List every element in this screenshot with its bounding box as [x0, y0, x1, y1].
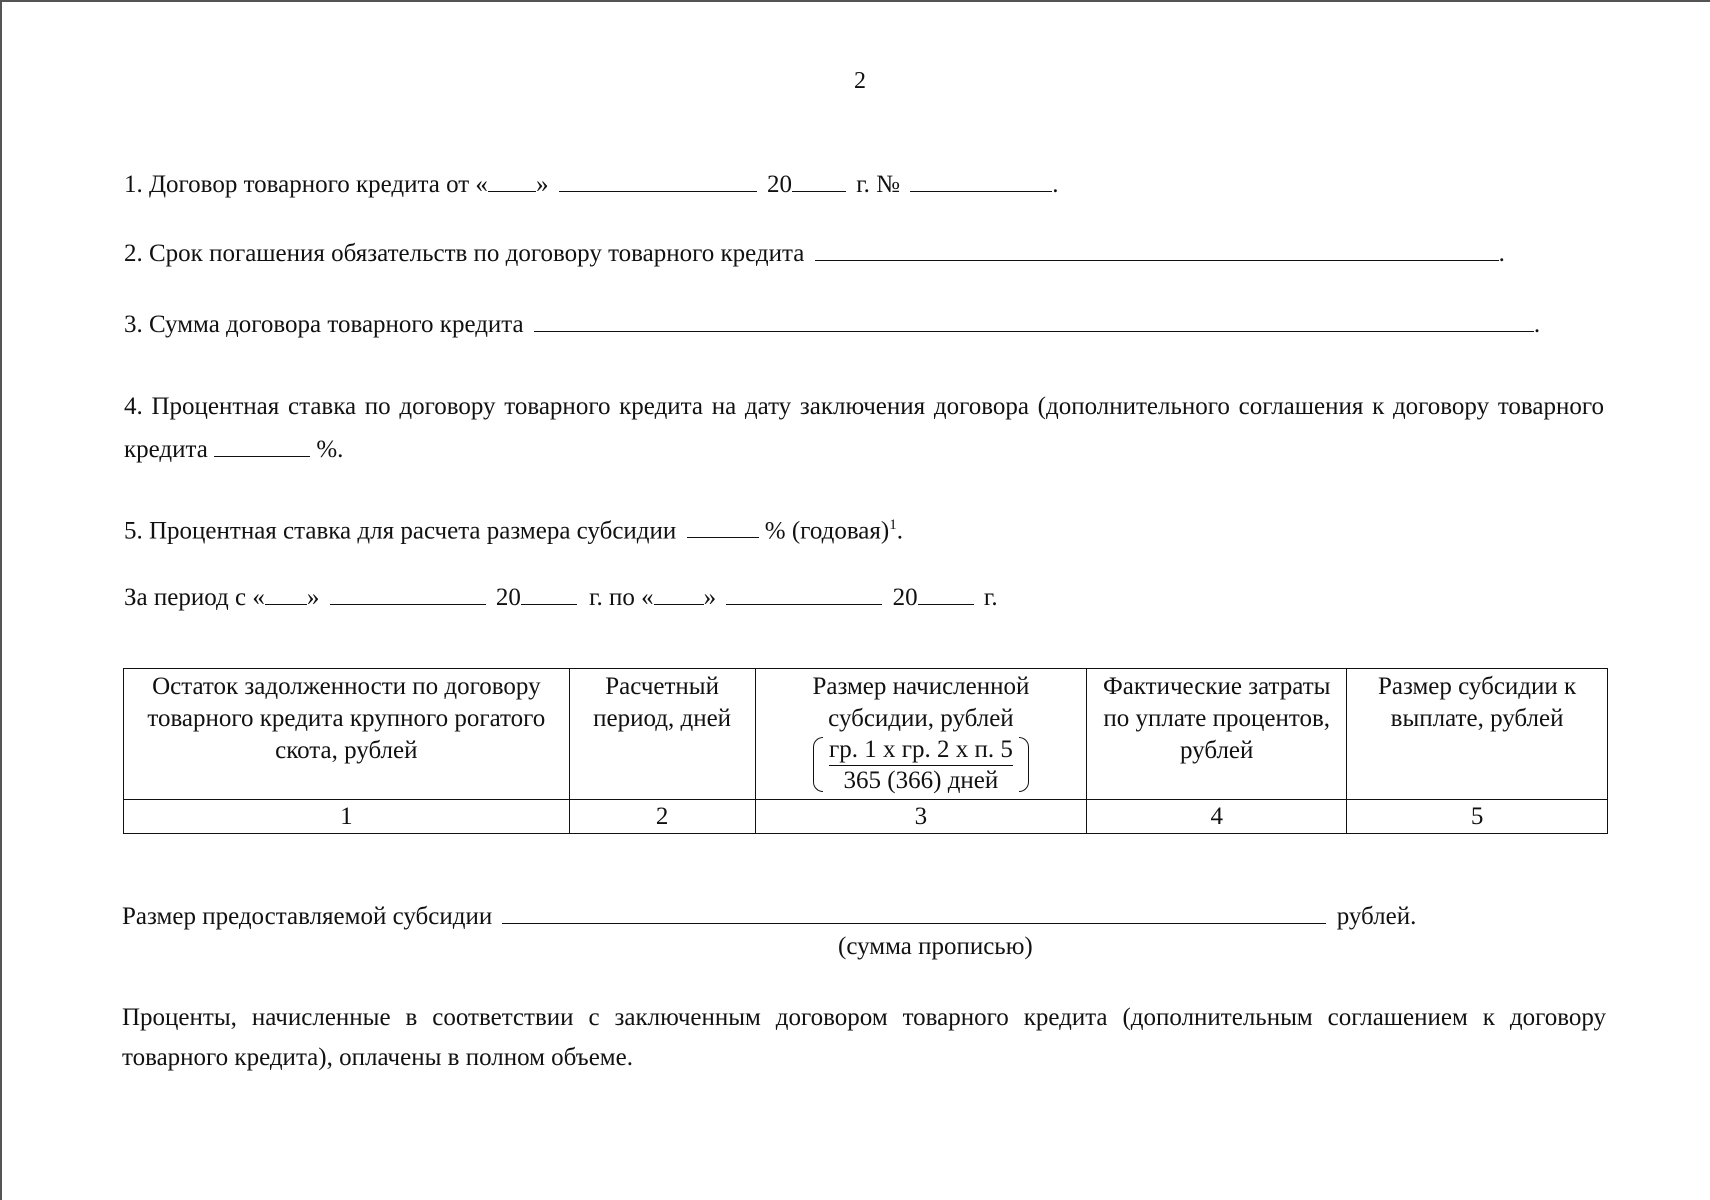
contract-amount-blank[interactable] — [534, 309, 1534, 332]
column-number: 2 — [569, 800, 755, 834]
page-number: 2 — [854, 68, 866, 94]
header-actual-costs: Фактические затраты по уплате процентов, рублей — [1087, 669, 1347, 800]
header-period-days: Расчетный период, дней — [569, 669, 755, 800]
to-day-blank[interactable] — [654, 582, 704, 605]
from-year-blank[interactable] — [521, 582, 577, 605]
month-blank[interactable] — [559, 169, 757, 192]
column-number: 3 — [755, 800, 1087, 834]
subsidy-amount-line: Размер предоставляемой субсидии рублей. — [122, 903, 1417, 930]
column-number: 4 — [1087, 800, 1347, 834]
from-month-blank[interactable] — [330, 582, 486, 605]
subsidy-formula — [811, 735, 1031, 796]
closing-statement: Проценты, начисленные в соответствии с заключенным договором товарного кредита (дополнительным соглашением к договору товарного кредита), оплачены в полном объеме. — [122, 1004, 1606, 1071]
item-1-contract-date: 1. Договор товарного кредита от « » 20 г. № . — [124, 171, 1059, 198]
formula-left-brace — [813, 737, 823, 792]
column-number: 1 — [124, 800, 570, 834]
subsidy-amount-blank[interactable] — [502, 901, 1326, 924]
from-day-blank[interactable] — [265, 582, 307, 605]
table-row — [124, 800, 1608, 834]
amount-in-words-note: (сумма прописью) — [838, 933, 1033, 960]
subsidy-rate-blank[interactable] — [687, 515, 759, 538]
contract-number-blank[interactable] — [910, 169, 1052, 192]
header-debt-balance: Остаток задолженности по договору товарного кредита крупного рогатого скота, рублей — [124, 669, 570, 800]
year-blank[interactable] — [792, 169, 846, 192]
item-5-subsidy-rate: 5. Процентная ставка для расчета размера субсидии % (годовая)$^1$. — [124, 517, 903, 545]
period-line: За период с « » 20 г. по « » 20 г. — [124, 584, 998, 611]
interest-rate-blank[interactable] — [214, 434, 310, 457]
formula-denominator: 365 (366) дней — [843, 767, 999, 794]
page-frame-left — [0, 0, 2, 1200]
item-4-interest-rate: 4. Процентная ставка по договору товарного кредита на дату заключения договора (дополнительного соглашения к договору товарного кредита %. — [124, 393, 1604, 463]
subsidy-table — [123, 668, 1608, 834]
column-number: 5 — [1347, 800, 1608, 834]
item-3-contract-amount: 3. Сумма договора товарного кредита . — [124, 311, 1541, 338]
to-year-blank[interactable] — [918, 582, 974, 605]
header-accrued-subsidy: Размер начисленной субсидии, рублей гр. 1 х гр. 2 х п. 5 365 (366) дней — [755, 669, 1087, 800]
header-subsidy-payable: Размер субсидии к выплате, рублей — [1347, 669, 1608, 800]
page-frame-top — [0, 0, 1710, 2]
footnote-mark: 1 — [889, 517, 897, 533]
repayment-term-blank[interactable] — [815, 238, 1499, 261]
day-blank[interactable] — [488, 169, 536, 192]
table-header-row — [124, 669, 1608, 800]
item-2-repayment-term: 2. Срок погашения обязательств по договору товарного кредита . — [124, 240, 1505, 267]
formula-numerator: гр. 1 х гр. 2 х п. 5 — [829, 735, 1013, 766]
to-month-blank[interactable] — [726, 582, 882, 605]
formula-right-brace — [1019, 737, 1029, 792]
